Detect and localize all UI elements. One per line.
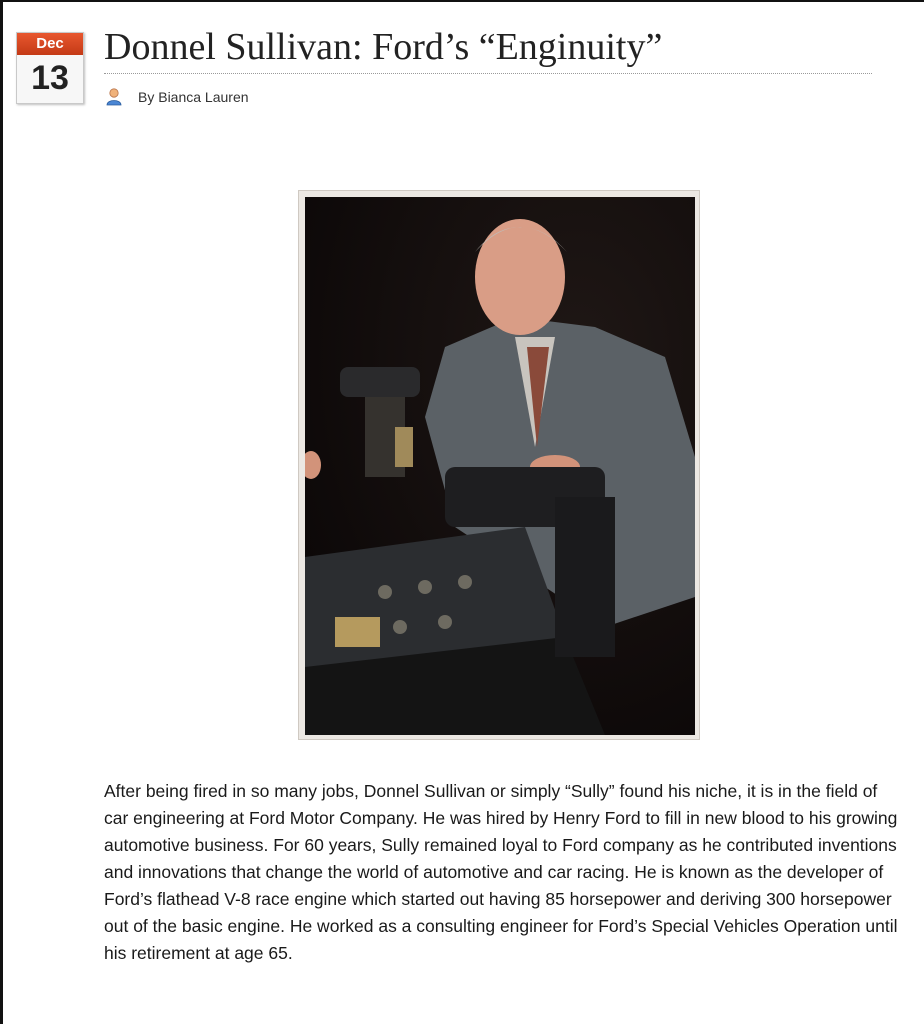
- user-icon: [104, 87, 124, 107]
- page-left-border: [0, 0, 3, 1024]
- author-byline[interactable]: By Bianca Lauren: [138, 89, 249, 105]
- post-meta: [104, 86, 249, 108]
- post-body: After being fired in so many jobs, Donnel Sullivan or simply “Sully” found his niche, it is in the field of car engineering at Ford Motor Company. He was hired by Henry Ford to fill in new blood to his growing automotive business. For 60 years, Sully remained loyal to Ford company as he contributed inventions and innovations that change the world of automotive and car racing. He is known as the developer of Ford’s flathead V-8 race engine which started out having 85 horsepower and deriving 300 horsepower out of the basic engine. He worked as a consulting engineer for Ford’s Special Vehicles Operation until his retirement at age 65.: [104, 781, 898, 963]
- post-title[interactable]: Donnel Sullivan: Ford’s “Enginuity”: [104, 22, 872, 74]
- portrait-photo: [305, 197, 695, 735]
- date-badge: [16, 32, 84, 104]
- date-day: 13: [31, 59, 69, 97]
- post-image-frame: [298, 190, 700, 740]
- date-month: Dec: [17, 33, 83, 55]
- page-top-border: [0, 0, 924, 2]
